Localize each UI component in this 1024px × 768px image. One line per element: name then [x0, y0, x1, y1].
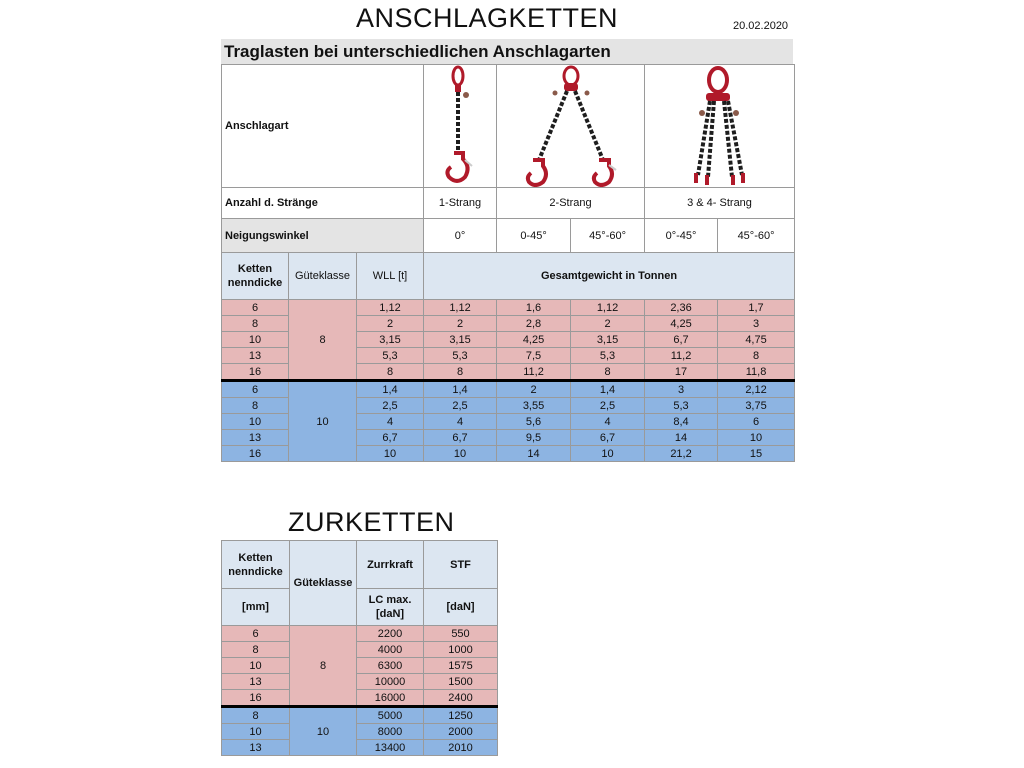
strang-3-4: 3 & 4- Strang — [645, 188, 795, 219]
z-header-ketten — [222, 541, 290, 589]
table-cell: 2,5 — [357, 398, 424, 414]
table-cell: 1,4 — [424, 381, 497, 398]
table-cell: 2,5 — [571, 398, 645, 414]
table-cell: 2,36 — [645, 300, 718, 316]
table-cell: 1,12 — [571, 300, 645, 316]
table-row — [222, 707, 498, 724]
table-cell: 1,4 — [357, 381, 424, 398]
table-cell: 11,2 — [497, 364, 571, 381]
table-cell: 6 — [222, 300, 289, 316]
table-cell: 5,6 — [497, 414, 571, 430]
table-row — [222, 300, 795, 316]
table-cell: 10 — [571, 446, 645, 462]
table-cell: 15 — [718, 446, 795, 462]
table-cell: 1500 — [424, 674, 498, 690]
lashing-table — [221, 540, 498, 756]
date-label: 20.02.2020 — [733, 20, 789, 32]
table-cell: 1,12 — [424, 300, 497, 316]
table-cell: 4000 — [357, 642, 424, 658]
header-ketten-line2: nenndicke — [227, 277, 283, 289]
angle-cell: 0° — [424, 219, 497, 253]
table-cell: 4 — [424, 414, 497, 430]
table-cell: 3,15 — [424, 332, 497, 348]
table-cell: 1,12 — [357, 300, 424, 316]
table-cell: 3 — [645, 381, 718, 398]
table-cell: 7,5 — [497, 348, 571, 364]
strang-1: 1-Strang — [424, 188, 497, 219]
angle-cell: 45°-60° — [571, 219, 645, 253]
table-cell: 10 — [424, 446, 497, 462]
table-row — [222, 740, 498, 756]
table-row — [222, 381, 795, 398]
table-cell: 4,75 — [718, 332, 795, 348]
header-wll: WLL [t] — [357, 253, 424, 300]
z-header-lc-line2: [daN] — [375, 608, 405, 620]
table-cell: 550 — [424, 626, 498, 642]
table-cell: 3,55 — [497, 398, 571, 414]
table-row — [222, 658, 498, 674]
strang-2: 2-Strang — [497, 188, 645, 219]
two-leg-chain-image — [497, 65, 645, 188]
table-cell: 6,7 — [424, 430, 497, 446]
table-cell: 16 — [222, 690, 290, 707]
table-cell: 3,75 — [718, 398, 795, 414]
table-row — [222, 626, 498, 642]
section-title-zurketten: ZURKETTEN — [288, 507, 455, 537]
guete-cell: 8 — [290, 626, 357, 707]
table-cell: 17 — [645, 364, 718, 381]
table-cell: 11,2 — [645, 348, 718, 364]
row-label-straenge: Anzahl d. Stränge — [222, 188, 424, 219]
four-leg-chain-icon — [680, 65, 760, 187]
table-cell: 10000 — [357, 674, 424, 690]
table-row — [222, 724, 498, 740]
table-cell: 8 — [222, 398, 289, 414]
table-cell: 21,2 — [645, 446, 718, 462]
table-cell: 3,15 — [571, 332, 645, 348]
table-cell: 10 — [357, 446, 424, 462]
table-cell: 3,15 — [357, 332, 424, 348]
z-header-lc-line1: LC max. — [368, 594, 412, 606]
table-cell: 6 — [222, 626, 290, 642]
z-header-guete: Güteklasse — [290, 541, 357, 626]
table-cell: 2 — [571, 316, 645, 332]
table-row — [222, 674, 498, 690]
table-cell: 8 — [222, 707, 290, 724]
table-cell: 13 — [222, 430, 289, 446]
table-cell: 4 — [357, 414, 424, 430]
one-leg-chain-image — [424, 65, 497, 188]
table-cell: 2010 — [424, 740, 498, 756]
table-cell: 8 — [222, 316, 289, 332]
table-cell: 6300 — [357, 658, 424, 674]
header-ketten — [222, 253, 289, 300]
table-cell: 1,4 — [571, 381, 645, 398]
table-cell: 4,25 — [497, 332, 571, 348]
table-cell: 6,7 — [571, 430, 645, 446]
table-cell: 11,8 — [718, 364, 795, 381]
table-cell: 8 — [718, 348, 795, 364]
table-cell: 16 — [222, 364, 289, 381]
table-cell: 1575 — [424, 658, 498, 674]
z-header-dan: [daN] — [424, 589, 498, 626]
load-table — [221, 64, 795, 462]
row-label-anschlagart: Anschlagart — [222, 65, 424, 188]
load-table-body — [222, 300, 795, 462]
header-ketten-line1: Ketten — [237, 263, 273, 275]
table-cell: 8 — [222, 642, 290, 658]
table-cell: 13 — [222, 674, 290, 690]
table-cell: 2,12 — [718, 381, 795, 398]
table-cell: 2,8 — [497, 316, 571, 332]
table-cell: 4,25 — [645, 316, 718, 332]
page-title: ANSCHLAGKETTEN — [356, 3, 619, 33]
table-cell: 6 — [222, 381, 289, 398]
table-cell: 2 — [357, 316, 424, 332]
table-cell: 2 — [497, 381, 571, 398]
table-cell: 5,3 — [424, 348, 497, 364]
two-leg-chain-icon — [511, 65, 631, 187]
angle-cell: 45°-60° — [718, 219, 795, 253]
table-cell: 13400 — [357, 740, 424, 756]
table-cell: 10 — [222, 658, 290, 674]
table-cell: 5,3 — [645, 398, 718, 414]
table-cell: 16000 — [357, 690, 424, 707]
table-cell: 5,3 — [571, 348, 645, 364]
four-leg-chain-image — [645, 65, 795, 188]
z-header-lc — [357, 589, 424, 626]
table-cell: 10 — [222, 414, 289, 430]
angle-cell: 0-45° — [497, 219, 571, 253]
z-header-ketten-line2: nenndicke — [228, 565, 283, 578]
angle-cell: 0°-45° — [645, 219, 718, 253]
subtitle-bar: Traglasten bei unterschiedlichen Anschlagarten — [221, 39, 793, 64]
table-cell: 1,7 — [718, 300, 795, 316]
table-cell: 1250 — [424, 707, 498, 724]
table-cell: 2200 — [357, 626, 424, 642]
table-cell: 5000 — [357, 707, 424, 724]
header-guete: Güteklasse — [289, 253, 357, 300]
table-cell: 9,5 — [497, 430, 571, 446]
table-cell: 8 — [571, 364, 645, 381]
lashing-table-body — [222, 626, 498, 756]
table-cell: 2400 — [424, 690, 498, 707]
table-cell: 13 — [222, 348, 289, 364]
table-cell: 8 — [357, 364, 424, 381]
table-cell: 6 — [718, 414, 795, 430]
table-cell: 8 — [424, 364, 497, 381]
header-gesamt: Gesamtgewicht in Tonnen — [424, 253, 795, 300]
guete-cell: 10 — [290, 707, 357, 756]
one-leg-chain-icon — [440, 65, 480, 187]
guete-cell: 8 — [289, 300, 357, 381]
z-header-stf: STF — [424, 541, 498, 589]
table-cell: 5,3 — [357, 348, 424, 364]
table-cell: 13 — [222, 740, 290, 756]
table-cell: 3 — [718, 316, 795, 332]
z-header-mm: [mm] — [222, 589, 290, 626]
table-cell: 14 — [497, 446, 571, 462]
table-cell: 6,7 — [645, 332, 718, 348]
guete-cell: 10 — [289, 381, 357, 462]
table-cell: 8000 — [357, 724, 424, 740]
table-row — [222, 690, 498, 707]
z-header-zurkraft: Zurrkraft — [357, 541, 424, 589]
table-cell: 10 — [222, 724, 290, 740]
table-cell: 4 — [571, 414, 645, 430]
table-cell: 2,5 — [424, 398, 497, 414]
table-cell: 8,4 — [645, 414, 718, 430]
table-cell: 10 — [222, 332, 289, 348]
table-cell: 6,7 — [357, 430, 424, 446]
table-cell: 1000 — [424, 642, 498, 658]
table-cell: 2000 — [424, 724, 498, 740]
table-cell: 14 — [645, 430, 718, 446]
table-cell: 2 — [424, 316, 497, 332]
table-cell: 1,6 — [497, 300, 571, 316]
table-cell: 10 — [718, 430, 795, 446]
row-label-winkel: Neigungswinkel — [222, 219, 424, 253]
table-cell: 16 — [222, 446, 289, 462]
z-header-ketten-line1: Ketten — [238, 551, 273, 564]
table-row — [222, 642, 498, 658]
